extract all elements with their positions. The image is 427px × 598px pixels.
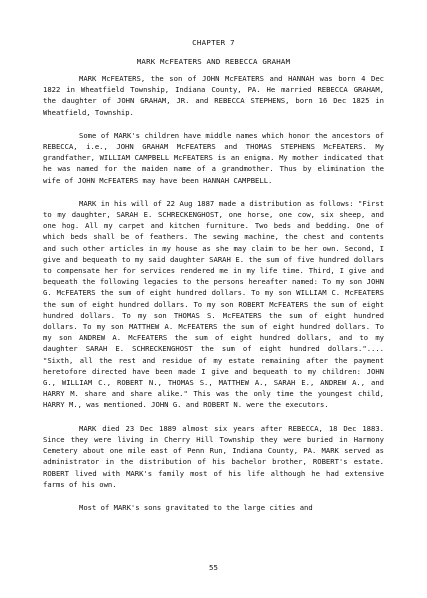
paragraph-death: MARK died 23 Dec 1889 almost six years after REBECCA, 18 Dec 1883. Since they were living in Cherry Hill Township they were buried in Harmony Cemetery about one mile east of Penn Run, Indiana County, PA. MARK served as administrator in the distribution of his bachelor brother, ROBERT's estate. ROBERT lived with MARK's family most of his life although he had extensive farms of his own. bbox=[43, 423, 384, 489]
page-number: 55 bbox=[209, 563, 218, 572]
paragraph-sons: Most of MARK's sons gravitated to the large cities and bbox=[79, 502, 313, 512]
body-text bbox=[43, 73, 384, 525]
paragraph-will: MARK in his will of 22 Aug 1887 made a distribution as follows: "First to my daughter, SARAH E. SCHRECKENGHOST, one horse, one cow, six sheep, and one hog. All my carpet and kitchen furniture. Two beds and bedding. One of which beds shall be of feathers. The sewing machine, the chest and contents and such other articles in my house as she may claim to be her own. Second, I give and bequeath to my said daughter SARAH E. the sum of five hundred dollars to compensate her for services rendered me in my life time. Third, I give and bequeath the following legacies to the persons hereafter named: To my son JOHN G. McFEATERS the sum of eight hundred dollars. To my son WILLIAM C. McFEATERS the sum of eight hundred dollars. To my son ROBERT McFEATERS the sum of eight hundred dollars. To my son THOMAS S. McFEATERS the sum of eight hundred dollars. To my son MATTHEW A. McFEATERS the sum of eight hundred dollars. To my son ANDREW A. McFEATERS the sum of eight hundred dollars, and to my daughter SARAH E. SCHRECKENGHOST the sum of eight hundred dollars.".... "Sixth, all the rest and residue of my estate remaining after the payment heretofore directed have been made I give and bequeath to my children: JOHN G., WILLIAM C., ROBERT N., THOMAS S., MATTHEW A., SARAH E., ANDREW A., and HARRY M. share and share alike." This was the only time the youngest child, HARRY M., was mentioned. JOHN G. and ROBERT N. were the executors. bbox=[43, 198, 384, 410]
paragraph-birth: MARK McFEATERS, the son of JOHN McFEATERS and HANNAH was born 4 Dec 1822 in Wheatfield Township, Indiana County, PA. He married REBECCA GRAHAM, the daughter of JOHN GRAHAM, JR. and REBECCA STEPHENS, born 16 Dec 1825 in Wheatfield, Township. bbox=[43, 74, 384, 117]
paragraph-names: Some of MARK's children have middle names which honor the ancestors of REBECCA, i.e., JOHN GRAHAM McFEATERS and THOMAS STEPHENS McFEATERS. My grandfather, WILLIAM CAMPBELL McFEATERS is an enigma. My mother indicated that he was named for the maiden name of a grandmother. Thus by elimination the wife of JOHN McFEATERS may have been HANNAH CAMPBELL. bbox=[43, 130, 384, 185]
chapter-heading: CHAPTER 7 bbox=[192, 38, 235, 47]
chapter-title: MARK McFEATERS AND REBECCA GRAHAM bbox=[136, 57, 291, 66]
